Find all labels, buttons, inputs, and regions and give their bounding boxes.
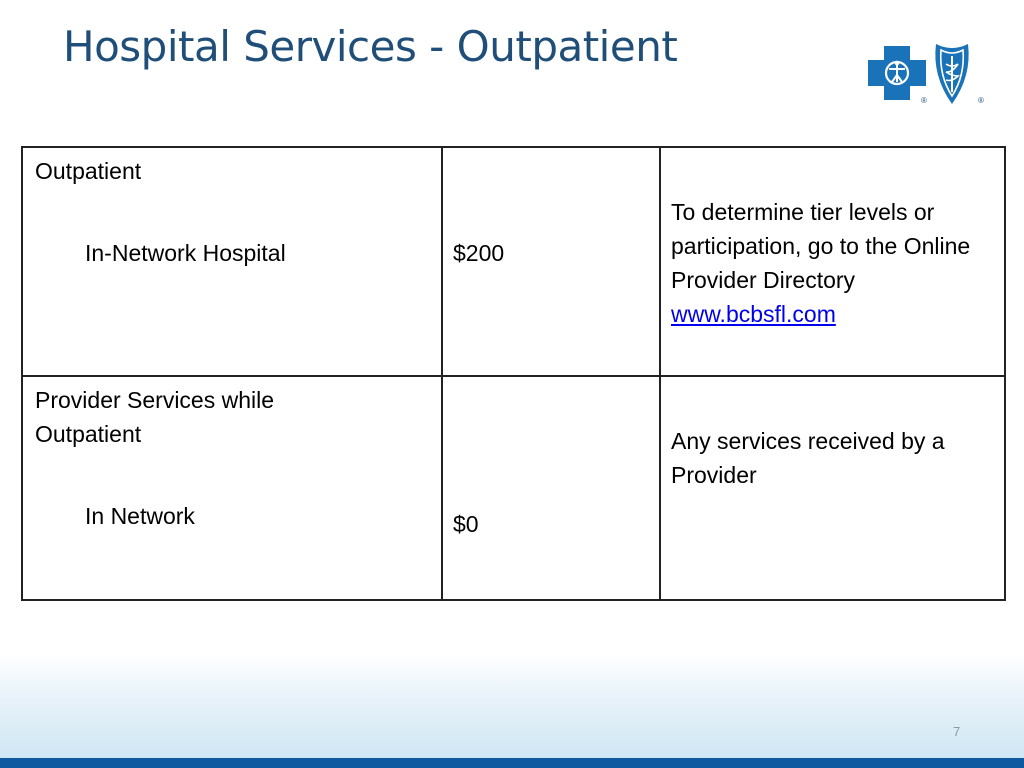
footer-bar bbox=[0, 758, 1024, 768]
subcategory-label: In-Network Hospital bbox=[85, 240, 286, 266]
note-text-block bbox=[671, 195, 996, 331]
category-label: Provider Services while Outpatient bbox=[35, 387, 275, 447]
footer-gradient bbox=[0, 655, 1024, 760]
amount-value: $0 bbox=[453, 511, 479, 537]
category-cell bbox=[22, 147, 442, 376]
note-cell bbox=[660, 376, 1005, 600]
note-cell bbox=[660, 147, 1005, 376]
registered-mark-shield: ® bbox=[978, 96, 984, 105]
bcbs-logo bbox=[866, 40, 990, 108]
table-row bbox=[22, 376, 1005, 600]
page-number: 7 bbox=[953, 724, 961, 739]
category-label: Outpatient bbox=[35, 158, 142, 184]
blue-cross-icon bbox=[868, 46, 926, 100]
benefits-table bbox=[21, 146, 1006, 601]
amount-cell bbox=[442, 376, 660, 600]
provider-directory-link[interactable]: www.bcbsfl.com bbox=[671, 301, 836, 327]
amount-value: $200 bbox=[453, 240, 505, 266]
category-cell bbox=[22, 376, 442, 600]
logo-graphic bbox=[866, 40, 990, 108]
amount-cell bbox=[442, 147, 660, 376]
table-row bbox=[22, 147, 1005, 376]
registered-mark-cross: ® bbox=[921, 96, 927, 105]
slide-title: Hospital Services - Outpatient bbox=[63, 22, 678, 71]
subcategory-label: In Network bbox=[85, 503, 195, 529]
blue-shield-icon bbox=[935, 44, 968, 104]
note-text: To determine tier levels or participation, go to the Online Provider Directory bbox=[671, 199, 971, 293]
note-text: Any services received by a Provider bbox=[671, 428, 945, 488]
